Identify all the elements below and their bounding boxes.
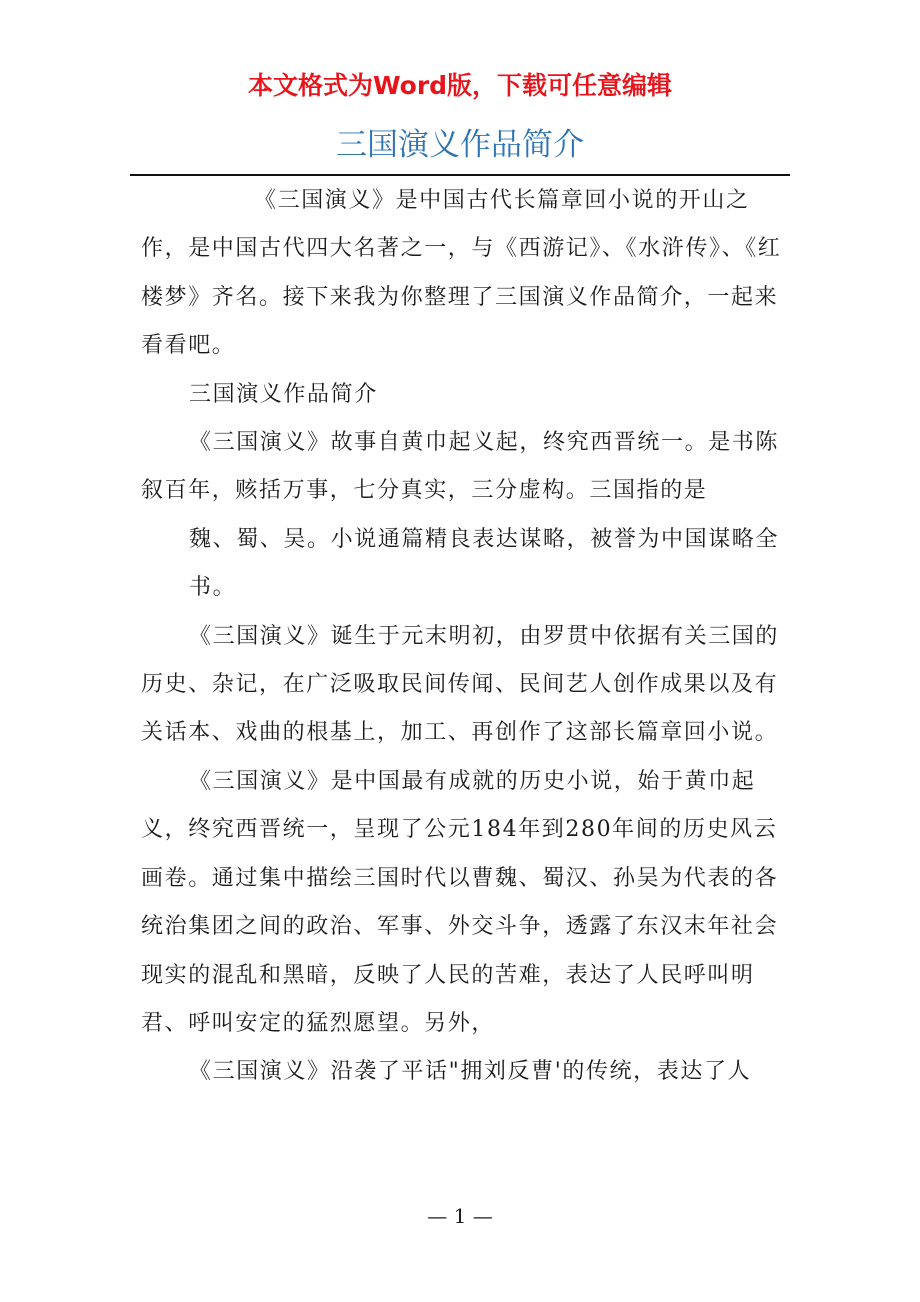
- body-paragraph: 《三国演义》诞生于元末明初，由罗贯中依据有关三国的历史、杂记，在广泛吸取民间传闻、民间艺人创作成果以及有关话本、戏曲的根基上，加工、再创作了这部长篇章回小说。: [141, 623, 780, 746]
- document-title: 三国演义作品简介: [336, 127, 584, 163]
- body-paragraph: 魏、蜀、吴。小说通篇精良表达谋略，被誉为中国谋略全书。: [189, 526, 780, 601]
- page-number: — 1 —: [427, 1204, 493, 1228]
- section-heading: 三国演义作品简介: [189, 381, 378, 407]
- body-paragraph: 《三国演义》沿袭了平话"拥刘反曹'的传统，表达了人: [189, 1059, 752, 1085]
- format-notice-banner: 本文格式为Word版，下载可任意编辑: [247, 71, 673, 100]
- body-paragraph: 《三国演义》是中国最有成就的历史小说，始于黄巾起义，终究西晋统一，呈现了公元184年到280年间的历史风云画卷。通过集中描绘三国时代以曹魏、蜀汉、孙吴为代表的各统治集团之间的政治、军事、外交斗争，透露了东汉末年社会现实的混乱和黑暗，反映了人民的苦难，表达了人民呼叫明君、呼叫安定的猛烈愿望。另外，: [141, 768, 779, 1036]
- title-divider: [130, 174, 790, 176]
- body-paragraph: 《三国演义》故事自黄巾起义起，终究西晋统一。是书陈叙百年，赅括万事，七分真实，三分虚构。三国指的是: [141, 430, 780, 504]
- document-body: [141, 177, 786, 1097]
- intro-paragraph: 《三国演义》是中国古代长篇章回小说的开山之作，是中国古代四大名著之一，与《西游记》、《水浒传》、《红楼梦》齐名。接下来我为你整理了三国演义作品简介，一起来看看吧。: [141, 188, 782, 359]
